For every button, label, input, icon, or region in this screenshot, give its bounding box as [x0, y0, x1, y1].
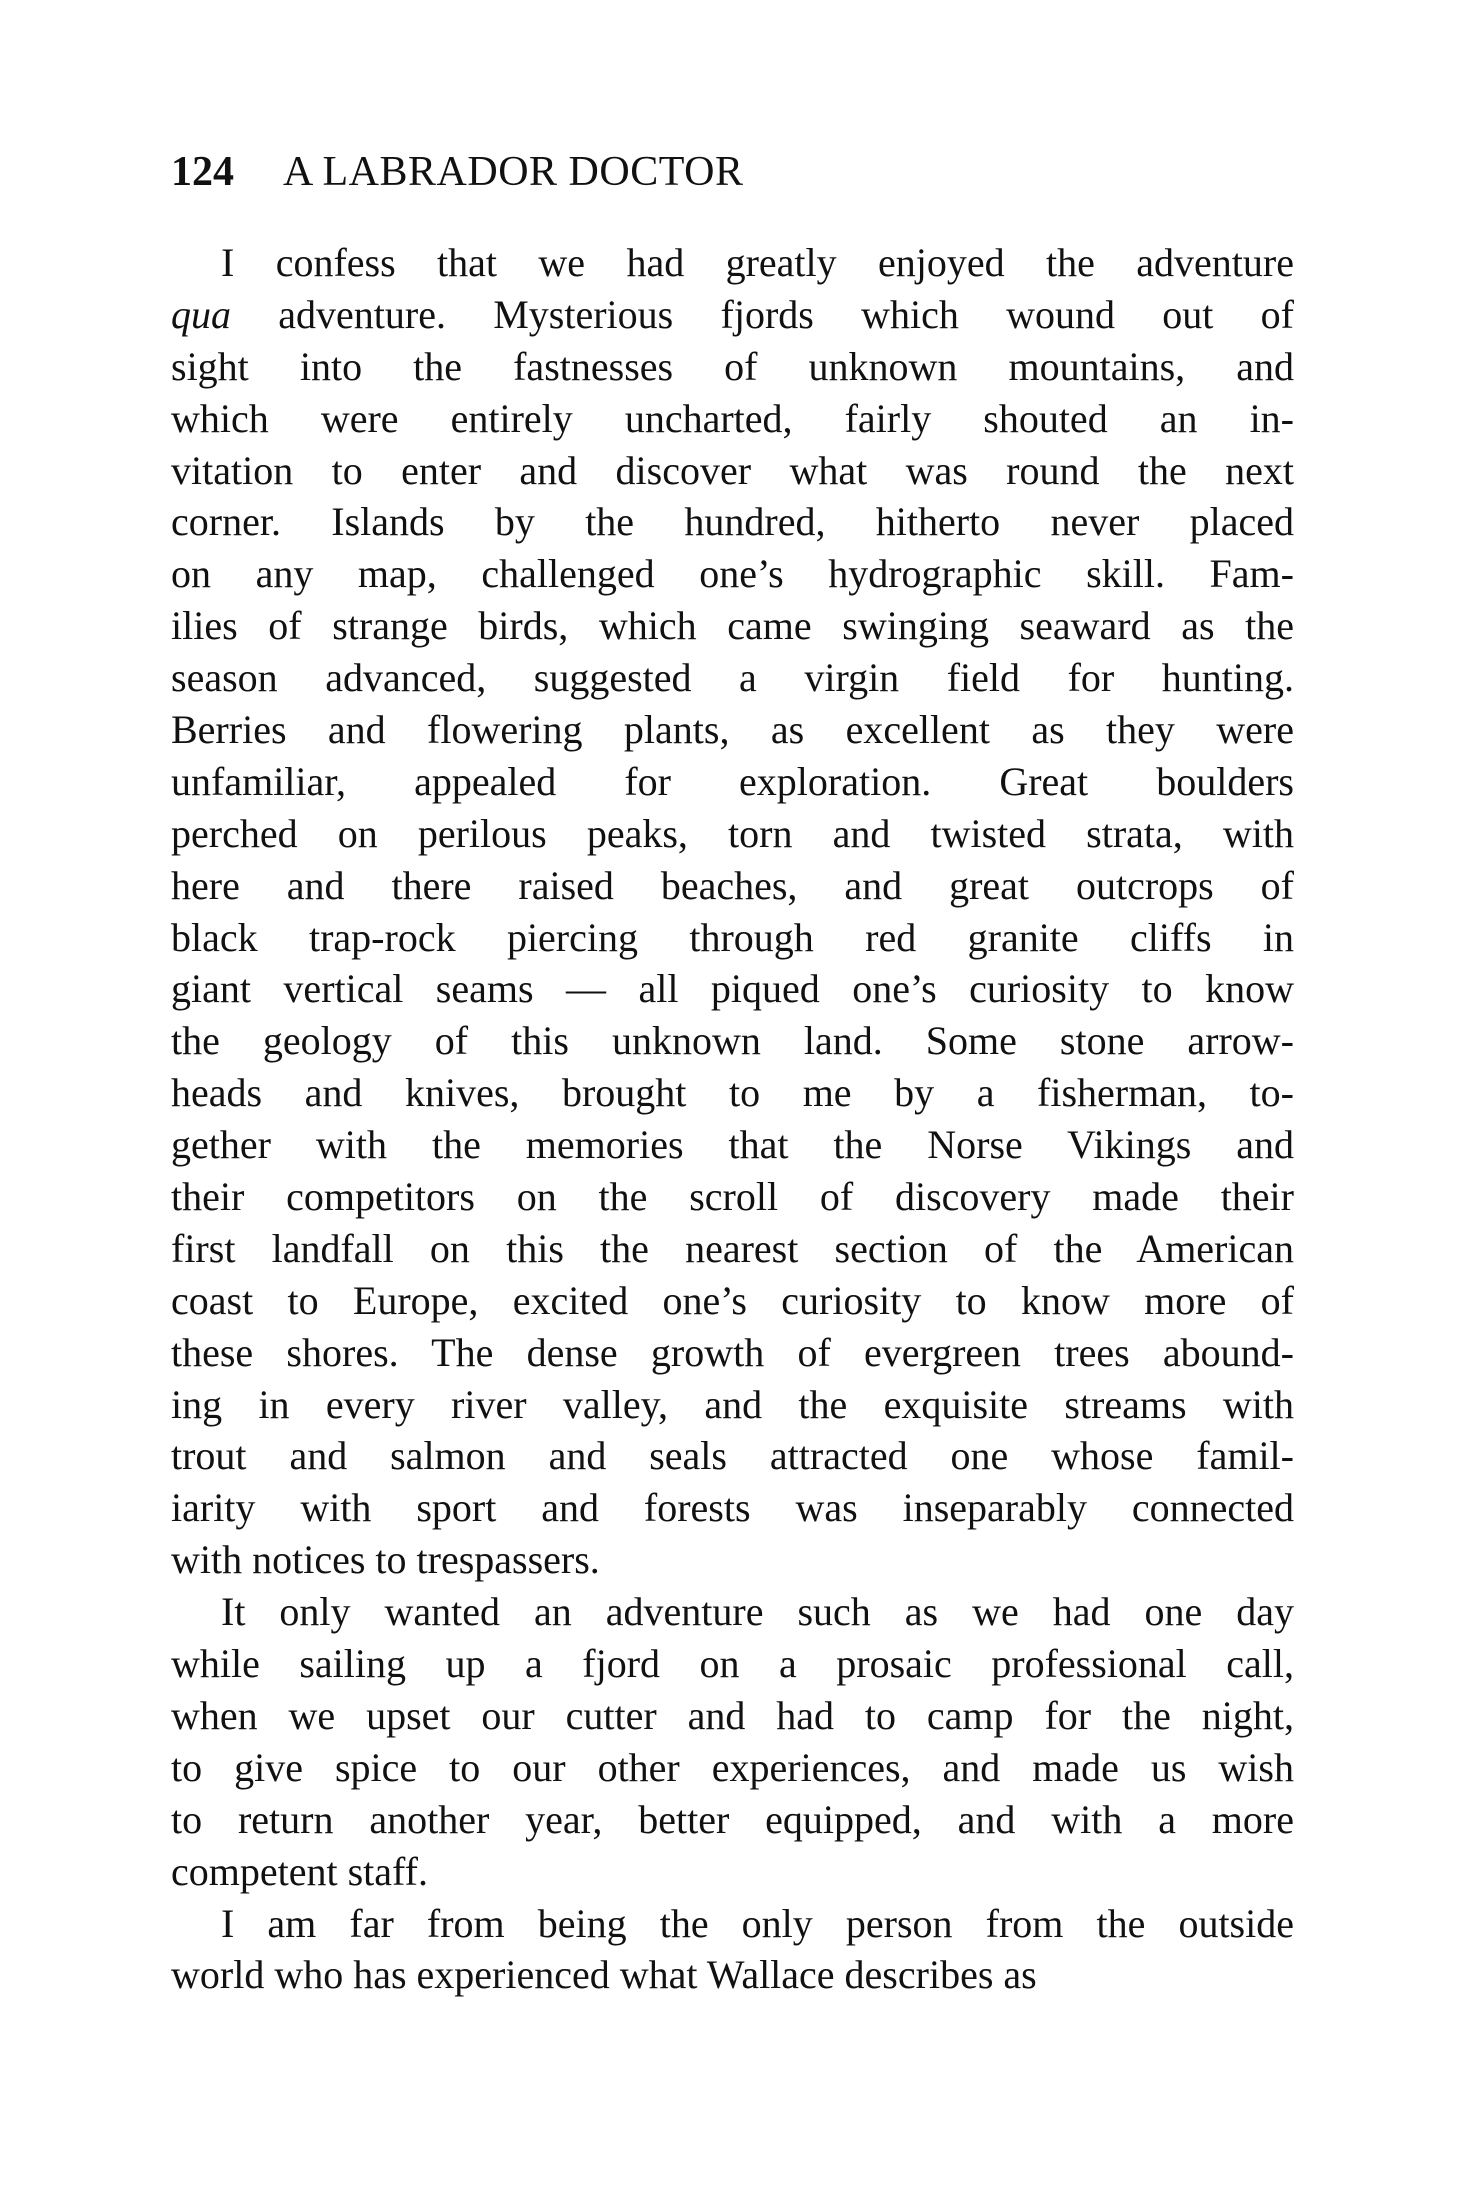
- text-line: here and there raised beaches, and great outcrops of: [171, 862, 1294, 908]
- text-line: heads and knives, brought to me by a fisherman, to-: [171, 1070, 1294, 1116]
- italic-phrase: qua: [171, 291, 231, 337]
- body-text: [171, 237, 1294, 2001]
- text-line: trout and salmon and seals attracted one whose famil-: [171, 1433, 1294, 1479]
- text-line: on any map, challenged one’s hydrographic skill. Fam-: [171, 551, 1294, 597]
- text-line: ing in every river valley, and the exquisite streams with: [171, 1381, 1294, 1427]
- text-line: black trap-rock piercing through red granite cliffs in: [171, 914, 1294, 960]
- page-number: 124: [171, 149, 234, 195]
- text-line: which were entirely uncharted, fairly shouted an in-: [171, 395, 1294, 441]
- text-line: gether with the memories that the Norse Vikings and: [171, 1122, 1294, 1168]
- text-line: giant vertical seams — all piqued one’s curiosity to know: [171, 966, 1294, 1012]
- text-line: while sailing up a fjord on a prosaic professional call,: [171, 1641, 1294, 1687]
- running-header: [171, 148, 1294, 200]
- text-line: qua adventure. Mysterious fjords which wound out of: [171, 291, 1294, 337]
- text-line: I am far from being the only person from the outside: [221, 1900, 1294, 1946]
- text-line: world who has experienced what Wallace describes as: [171, 1952, 1037, 1998]
- text-line: corner. Islands by the hundred, hitherto never placed: [171, 499, 1294, 545]
- text-line: to return another year, better equipped, and with a more: [171, 1796, 1294, 1842]
- text-line: unfamiliar, appealed for exploration. Great boulders: [171, 758, 1294, 804]
- text-line: their competitors on the scroll of discovery made their: [171, 1174, 1294, 1220]
- text-line: first landfall on this the nearest section of the American: [171, 1225, 1294, 1271]
- running-title: A LABRADOR DOCTOR: [283, 149, 744, 195]
- text-line: perched on perilous peaks, torn and twisted strata, with: [171, 810, 1294, 856]
- text-line: sight into the fastnesses of unknown mountains, and: [171, 343, 1294, 389]
- text-line: these shores. The dense growth of evergreen trees abound-: [171, 1329, 1294, 1375]
- text-line: to give spice to our other experiences, and made us wish: [171, 1744, 1294, 1790]
- text-line: season advanced, suggested a virgin field for hunting.: [171, 655, 1294, 701]
- text-line: when we upset our cutter and had to camp for the night,: [171, 1692, 1294, 1738]
- text-line: with notices to trespassers.: [171, 1537, 600, 1583]
- text-line: competent staff.: [171, 1848, 428, 1894]
- text-line: coast to Europe, excited one’s curiosity to know more of: [171, 1277, 1294, 1323]
- text-line: the geology of this unknown land. Some stone arrow-: [171, 1018, 1294, 1064]
- text-line: iarity with sport and forests was inseparably connected: [171, 1485, 1294, 1531]
- text-line: ilies of strange birds, which came swinging seaward as the: [171, 603, 1294, 649]
- text-line: I confess that we had greatly enjoyed the adventure: [221, 240, 1294, 285]
- text-line: It only wanted an adventure such as we had one day: [221, 1589, 1294, 1635]
- text-line: vitation to enter and discover what was round the next: [171, 447, 1294, 493]
- text-line: Berries and flowering plants, as excellent as they were: [171, 707, 1294, 753]
